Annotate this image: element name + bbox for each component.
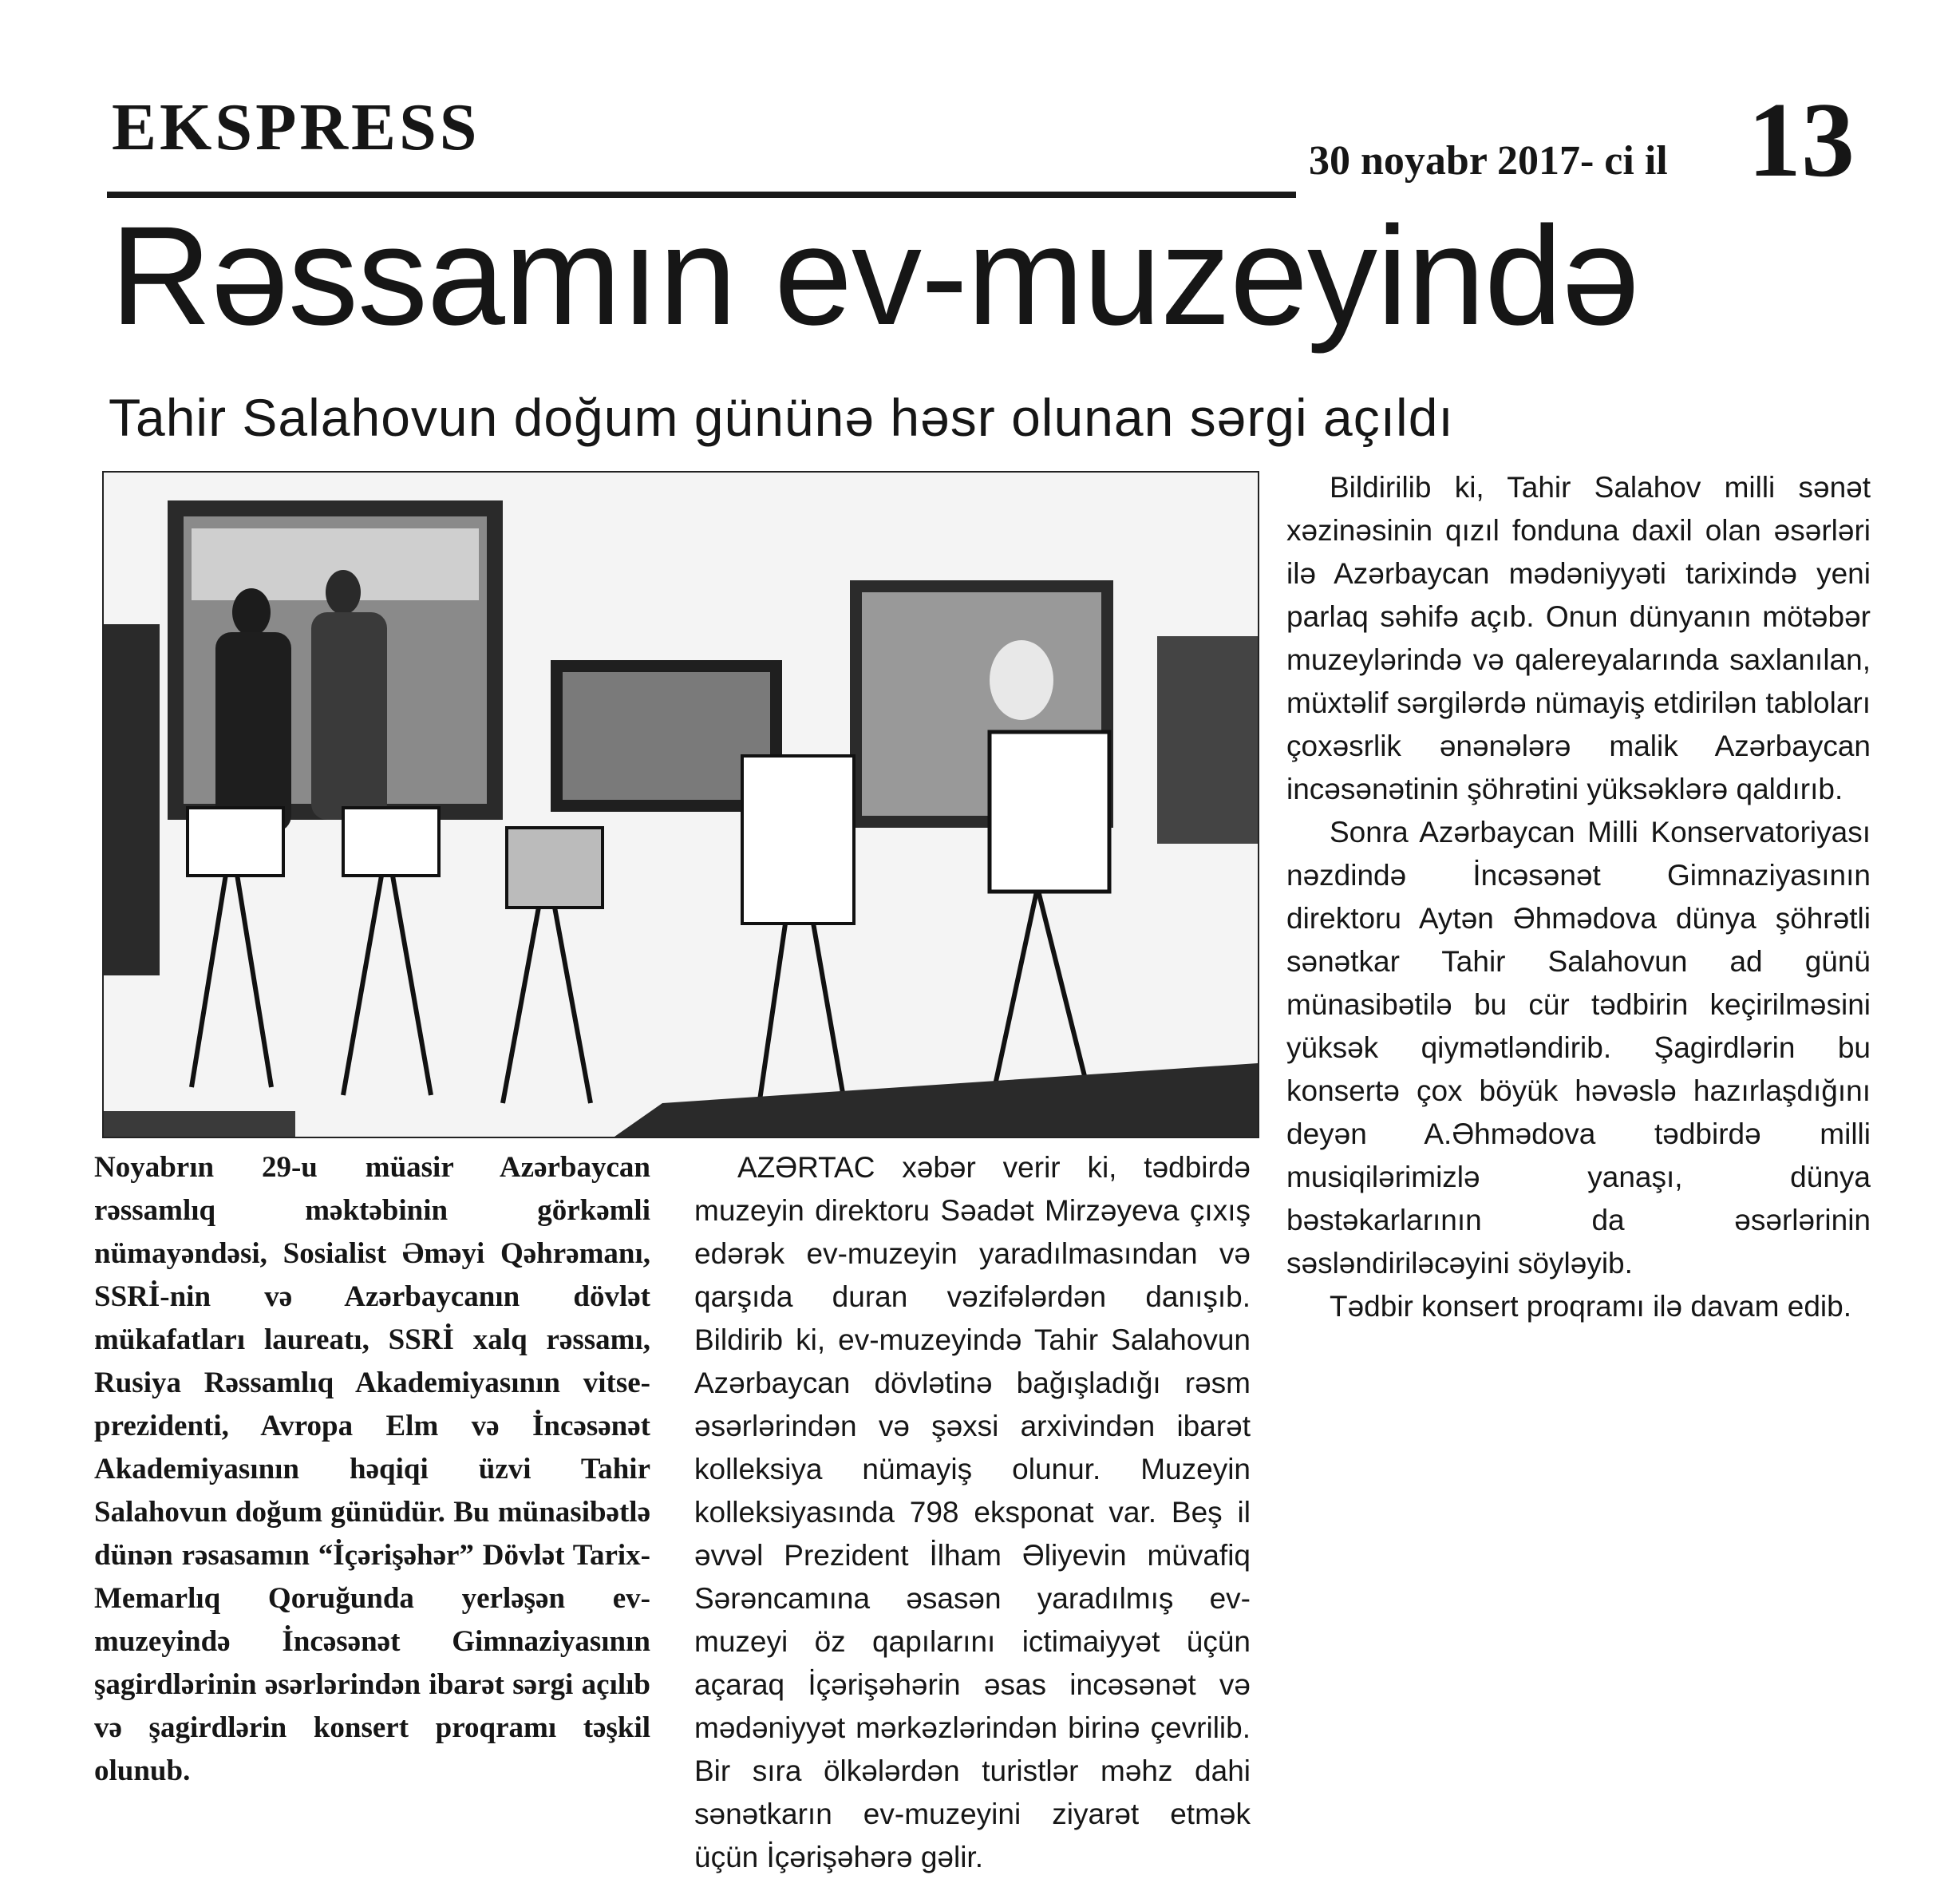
visitor-figure	[311, 612, 387, 820]
header-rule	[107, 192, 1296, 198]
easel-drawing	[188, 808, 283, 876]
body-paragraph: AZƏRTAC xəbər verir ki, tədbirdə muzeyin direktoru Səadət Mirzəyeva çıxış edərək ev-muzeyin yaradılmasından və qarşıda duran vəzifələrdən danışıb. Bildirib ki, ev-muzeyində Tahir Salahovun Azərbaycan dövlətinə bağışladığı rəsm əsərlərindən və şəxsi arxivindən ibarət kolleksiya nümayiş olunur. Muzeyin kolleksiyasında 798 eksponat var. Beş il əvvəl Prezident İlham Əliyevin müvafiq Sərəncamına əsasən yaradılmış ev-muzeyi öz qapılarını ictimaiyyət üçün açaraq İçərişəhərin əsas incəsənət və mədəniyyət mərkəzlərindən birinə çevrilib. Bir sıra ölkələrdən turistlər məhz dahi sənətkarın ev-muzeyini ziyarət etmək üçün İçərişəhərə gəlir.	[694, 1151, 1251, 1873]
body-paragraph: Tədbir konsert proqramı ilə davam edib.	[1330, 1290, 1851, 1323]
article-column-1	[94, 1146, 650, 1793]
newspaper-masthead: EKSPRESS	[112, 90, 480, 164]
lead-paragraph: Noyabrın 29-u müasir Azərbaycan rəssamlıq məktəbinin görkəmli nümayəndəsi, Sosialist Əməyi Qəhrəmanı, SSRİ-nin və Azərbaycanın dövlət mükafatları laureatı, SSRİ xalq rəssamı, Rusiya Rəssamlıq Akademiyasının vitse-prezidenti, Avropa Elm və İncəsənət Akademiyasının həqiqi üzvi Tahir Salahovun doğum günüdür. Bu münasibətlə dünən rəsasamın “İçərişəhər” Dövlət Tarix-Memarlıq Qoruğunda yerləşən ev-muzeyində İncəsənət Gimnaziyasının şagirdlərinin əsərlərindən ibarət sərgi açılıb və şagirdlərin konsert proqramı təşkil olunub.	[94, 1151, 650, 1787]
article-column-3	[1286, 466, 1871, 1328]
article-column-2	[694, 1146, 1251, 1879]
page-number: 13	[1748, 81, 1855, 199]
body-paragraph: Bildirilib ki, Tahir Salahov milli sənət xəzinəsinin qızıl fonduna daxil olan əsərləri ilə Azərbaycan mədəniyyəti tarixində yeni parlaq səhifə açıb. Onun dünyanın mötəbər muzeylərində və qalereyalarında saxlanılan, müxtəlif sərgilərdə nümayiş etdirilən tabloları çoxəsrlik ənənələrə malik Azərbaycan incəsənətinin şöhrətini yüksəklərə qaldırıb.	[1286, 471, 1871, 805]
body-paragraph: Sonra Azərbaycan Milli Konservatoriyası nəzdində İncəsənət Gimnaziyasının direktoru Aytən Əhmədova dünya şöhrətli sənətkar Tahir Salahovun ad günü münasibətilə bu cür tədbirin keçirilməsini yüksək qiymətləndirib. Şagirdlərin bu konsertə çox böyük həvəslə hazırlaşdığını deyən A.Əhmədova tədbirdə milli musiqilərimizlə yanaşı, dünya bəstəkarlarının da əsərlərinin səsləndiriləcəyini söyləyib.	[1286, 816, 1871, 1280]
article-headline: Rəssamın ev-muzeyində	[110, 198, 1639, 354]
visitor-figure	[215, 632, 291, 832]
easel-drawing	[742, 756, 854, 924]
easel-drawing	[507, 828, 603, 908]
easel-drawing	[990, 732, 1109, 892]
article-subhead: Tahir Salahovun doğum gününə həsr olunan sərgi açıldı	[109, 388, 1454, 447]
issue-date: 30 noyabr 2017- ci il	[1309, 138, 1668, 184]
exhibition-photo	[102, 471, 1259, 1138]
easel-drawing	[343, 808, 439, 876]
photo-illustration	[104, 473, 1258, 1137]
